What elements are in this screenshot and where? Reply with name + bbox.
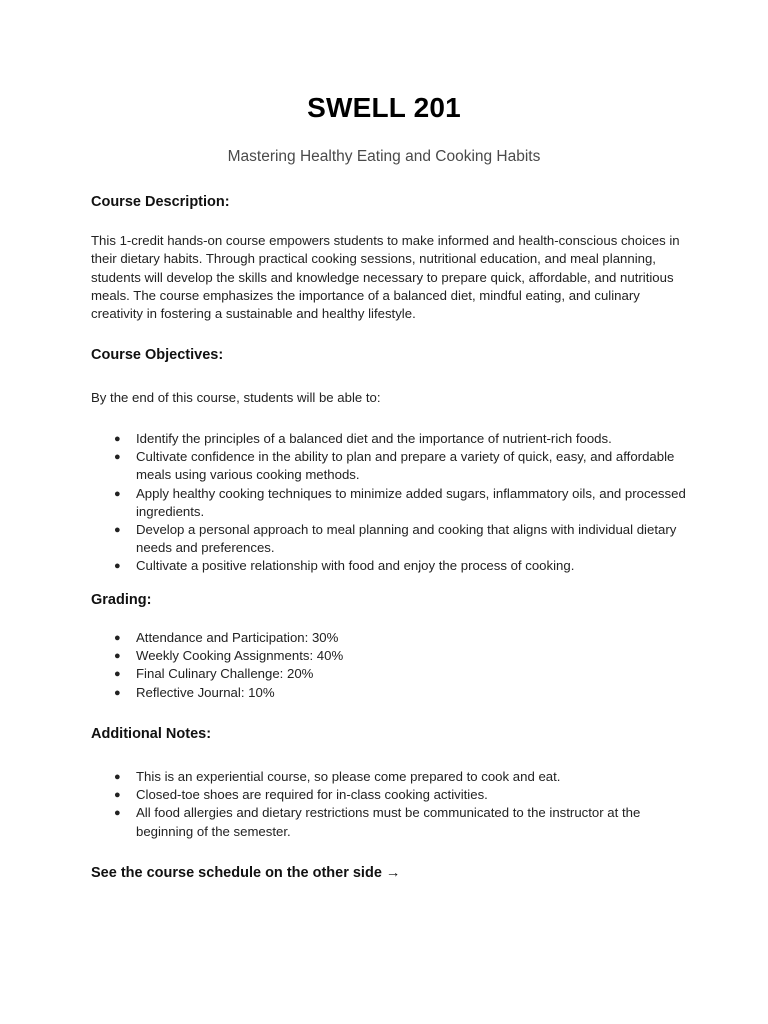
- bullet-icon: ●: [114, 524, 121, 537]
- list-item: ● Apply healthy cooking techniques to minimize added sugars, inflammatory oils, and processed ingredients.: [114, 485, 686, 519]
- list-item: ● Final Culinary Challenge: 20%: [91, 665, 691, 683]
- course-schedule-note: See the course schedule on the other side →: [91, 865, 401, 881]
- list-item: ● Cultivate a positive relationship with food and enjoy the process of cooking.: [91, 557, 691, 575]
- bullet-icon: ●: [114, 632, 121, 644]
- list-item: ● This is an experiential course, so please come prepared to cook and eat.: [91, 768, 691, 786]
- course-description-text: This 1-credit hands-on course empowers students to make informed and health-conscious choices in their dietary habits. Through practical cooking sessions, nutritional education, and meal planning, students will develop the skills and knowledge necessary to prepare quick, affordable, and nutritious meals. The course emphasizes the importance of a balanced diet, mindful eating, and culinary creativity in fostering a sustainable and healthy lifestyle.: [91, 233, 680, 322]
- list-item: ● Develop a personal approach to meal planning and cooking that aligns with individual dietary needs and preferences.: [114, 522, 677, 556]
- list-item: ● Cultivate confidence in the ability to plan and prepare a variety of quick, easy, and affordable meals using various cooking methods.: [114, 449, 675, 483]
- course-objectives-heading: Course Objectives:: [91, 347, 224, 363]
- bullet-icon: ●: [114, 650, 121, 663]
- list-item: ● Reflective Journal: 10%: [91, 684, 691, 702]
- grading-list: [91, 629, 691, 702]
- notes-list: [91, 768, 691, 841]
- list-item: ● Attendance and Participation: 30%: [91, 629, 691, 647]
- list-item: ● All food allergies and dietary restrictions must be communicated to the instructor at the beginning of the semester.: [114, 805, 641, 839]
- bullet-icon: ●: [114, 807, 121, 820]
- course-description-heading: Course Description:: [91, 194, 230, 210]
- list-item: ● Weekly Cooking Assignments: 40%: [91, 647, 691, 665]
- page-subtitle: Mastering Healthy Eating and Cooking Habits: [227, 148, 541, 165]
- bullet-icon: ●: [114, 560, 121, 573]
- bullet-icon: ●: [114, 451, 121, 464]
- bullet-icon: ●: [114, 789, 121, 802]
- additional-notes-heading: Additional Notes:: [91, 726, 212, 742]
- bullet-icon: ●: [114, 487, 121, 500]
- bullet-icon: ●: [114, 668, 121, 681]
- bullet-icon: ●: [114, 771, 121, 783]
- list-item: ● Closed-toe shoes are required for in-class cooking activities.: [91, 786, 691, 804]
- grading-heading: Grading:: [91, 592, 152, 608]
- page-title: SWELL 201: [307, 92, 461, 123]
- course-objectives-intro: By the end of this course, students will be able to:: [91, 390, 381, 405]
- list-item: ● Identify the principles of a balanced diet and the importance of nutrient-rich foods.: [91, 430, 691, 448]
- objectives-list: [91, 430, 691, 576]
- bullet-icon: ●: [114, 433, 121, 445]
- bullet-icon: ●: [114, 686, 121, 699]
